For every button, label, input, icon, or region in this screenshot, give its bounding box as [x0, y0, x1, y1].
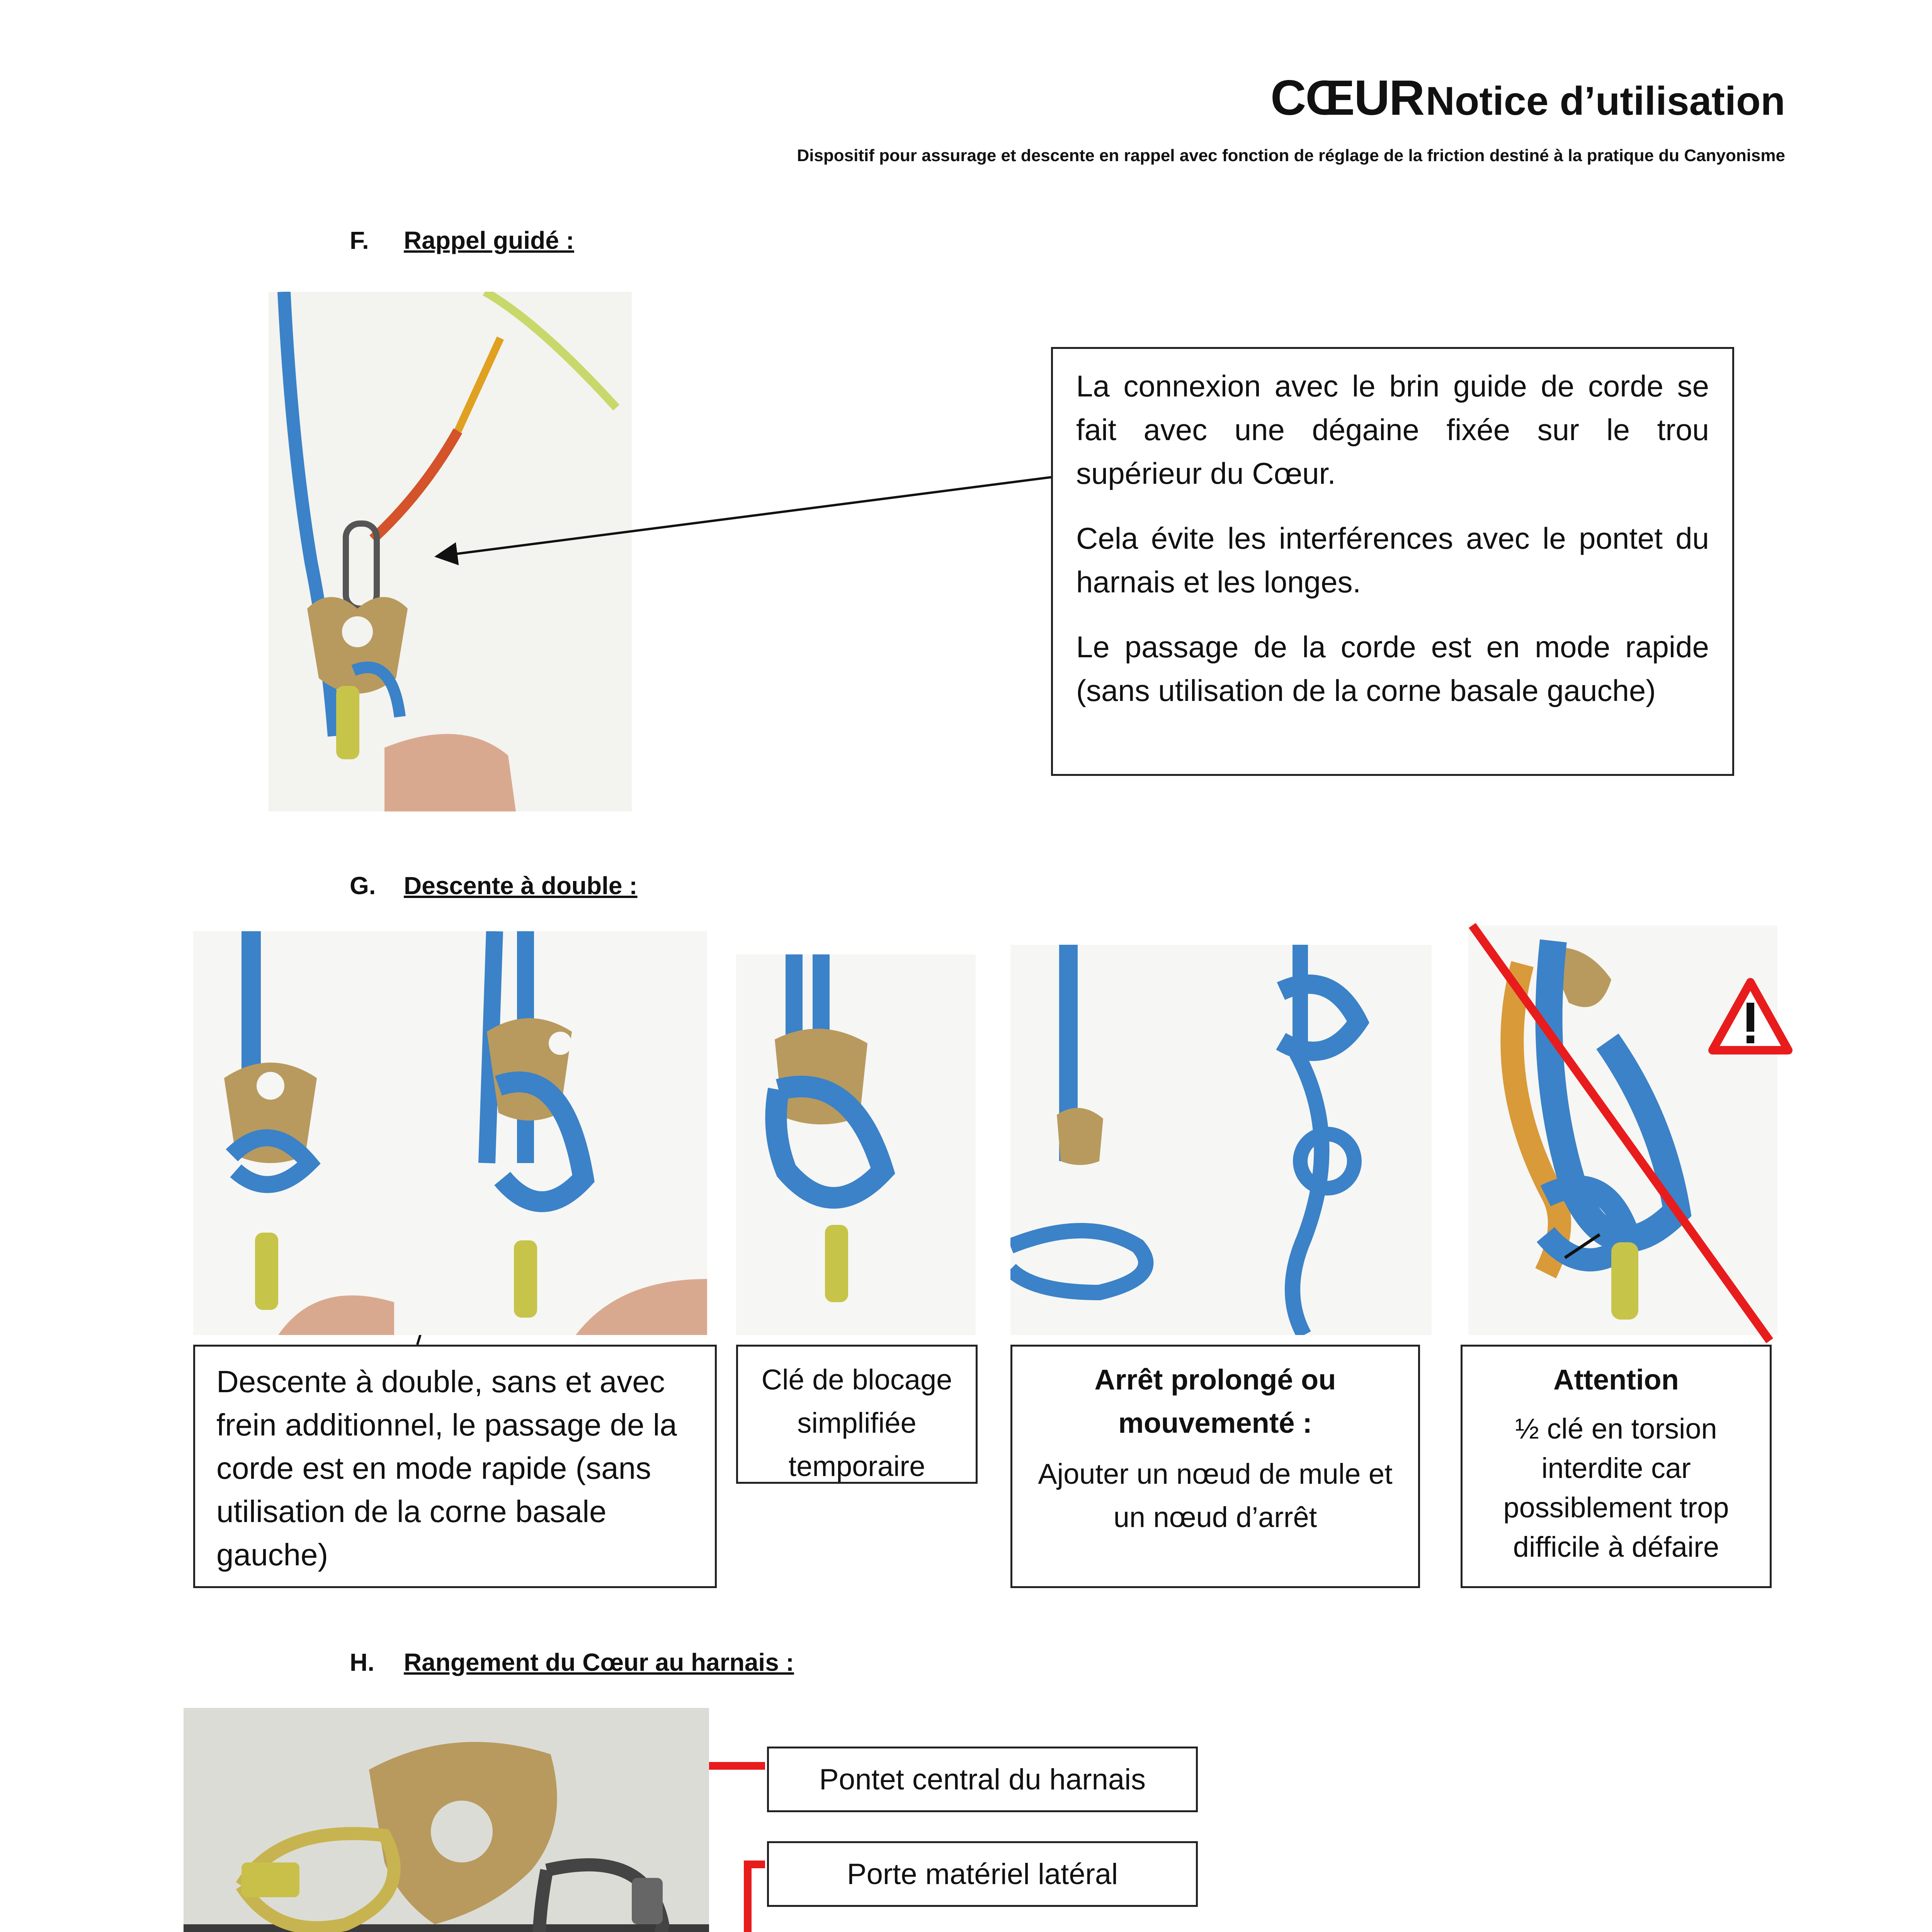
photo-rangement-harnais: [184, 1708, 709, 1932]
brand-name: CŒUR: [1270, 70, 1424, 126]
section-f-title: Rappel guidé :: [404, 226, 574, 254]
callout-paragraph-2: Cela évite les interférences avec le pontet du harnais et les longes.: [1076, 521, 1709, 599]
caption-attention-title: Attention: [1553, 1364, 1679, 1396]
caption-arret-prolonge: [1010, 1345, 1420, 1588]
photo-arret-prolonge: [1010, 945, 1432, 1335]
section-h-letter: H.: [350, 1648, 374, 1676]
caption-descente-double-text: Descente à double, sans et avec frein additionnel, le passage de la corde est en mode rapide (sans utilisation de la corne basale gauche): [216, 1364, 677, 1572]
red-prohibition-line: [1461, 912, 1785, 1352]
photo-descente-double: [193, 931, 707, 1335]
caption-cle-blocage: [736, 1345, 978, 1484]
label-pontet-central: Pontet central du harnais: [767, 1747, 1198, 1812]
caption-arret-prolonge-body: Ajouter un nœud de mule et un nœud d’arrêt: [1038, 1458, 1393, 1533]
document-subtitle: Dispositif pour assurage et descente en rappel avec fonction de réglage de la friction destiné à la pratique du Canyonisme: [797, 146, 1785, 165]
callout-paragraph-3: Le passage de la corde est en mode rapide (sans utilisation de la corne basale gauche): [1076, 630, 1709, 707]
section-g-heading: [350, 871, 638, 900]
section-h-title: Rangement du Cœur au harnais :: [404, 1648, 794, 1676]
pointer-arrow-f: [437, 477, 1051, 556]
label-porte-materiel: Porte matériel latéral: [767, 1841, 1198, 1907]
section-g-letter: G.: [350, 872, 376, 900]
section-g-title: Descente à double :: [404, 872, 638, 900]
callout-paragraph-1: La connexion avec le brin guide de corde se fait avec une dégaine fixée sur le trou supérieur du Cœur.: [1076, 369, 1709, 490]
caption-attention: [1461, 1345, 1772, 1588]
photo-cle-blocage: [736, 954, 976, 1335]
section-f-letter: F.: [350, 226, 369, 254]
caption-attention-body: ½ clé en torsion interdite car possiblement trop difficile à défaire: [1503, 1413, 1729, 1563]
caption-cle-blocage-text: Clé de blocage simplifiée temporaire: [761, 1364, 952, 1482]
title-text: Notice d’utilisation: [1425, 79, 1785, 124]
section-h-heading: [350, 1648, 794, 1677]
caption-arret-prolonge-title: Arrêt prolongé ou mouvementé :: [1094, 1364, 1336, 1439]
caption-descente-double: [193, 1345, 717, 1588]
